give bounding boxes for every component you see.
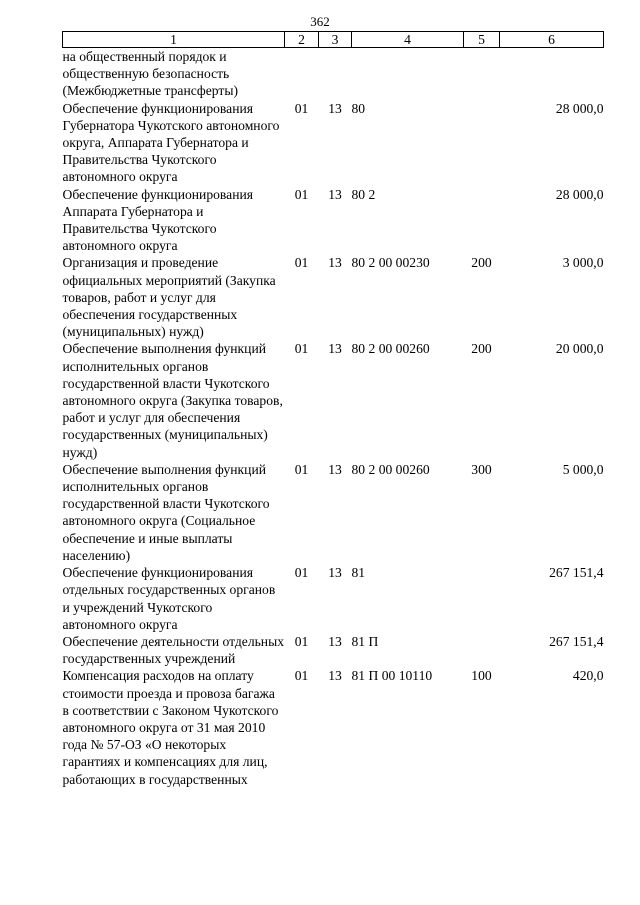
subsection-code-cell: 13 [328,565,342,581]
row-name-cell: Организация и проведение официальных мероприятий (Закупка товаров, работ и услуг для обеспечения государственных (муниципальных) нужд) [62,255,276,340]
target-article-cell: 81 [351,565,366,581]
target-article-cell: 80 2 00 00260 [351,461,430,477]
amount-cell: 5 000,0 [562,461,604,477]
subsection-code-cell: 13 [328,341,342,357]
column-header: 2 [285,32,319,48]
subsection-code-cell: 13 [328,100,342,116]
section-code-cell: 01 [294,255,309,271]
column-header: 3 [319,32,352,48]
section-code-cell: 01 [294,186,309,202]
subsection-code-cell: 13 [328,461,342,477]
table-row [63,633,604,667]
subsection-code-cell: 13 [328,668,342,684]
target-article-cell [352,48,464,100]
amount-cell: 20 000,0 [555,341,604,357]
section-code-cell: 01 [294,100,309,116]
expense-type-cell [464,633,500,667]
section-code-cell: 01 [294,668,309,684]
row-name-cell: Обеспечение функционирования отдельных государственных органов и учреждений Чукотского автономного округа [62,565,276,632]
column-header: 6 [500,32,604,48]
amount-cell: 28 000,0 [555,100,604,116]
page-number: 362 [310,14,330,29]
target-article-cell: 80 2 00 00260 [351,341,430,357]
budget-table [62,31,604,788]
subsection-code-cell: 13 [328,186,342,202]
table-row [63,254,604,340]
expense-type-cell [464,48,500,100]
table-row [63,564,604,633]
column-header: 5 [464,32,500,48]
table-row [63,48,604,100]
target-article-cell: 80 2 00 00230 [351,255,430,271]
subsection-code-cell [319,48,352,100]
table-row [63,100,604,186]
row-name-cell: Обеспечение выполнения функций исполнительных органов государственной власти Чукотского автономного округа (Закупка товаров, работ и услуг для обеспечения государственных (муниципальных) нужд) [62,341,283,460]
section-code-cell: 01 [294,341,309,357]
amount-cell: 267 151,4 [549,633,604,649]
expense-type-cell: 100 [471,668,492,684]
row-name-cell: Компенсация расходов на оплату стоимости проезда и провоза багажа в соответствии с Законом Чукотского автономного округа от 31 мая 2010 года № 57-ОЗ «О некоторых гарантиях и компенсациях для лиц, работающих в государственных [62,668,279,787]
amount-cell [500,48,604,100]
section-code-cell: 01 [294,461,309,477]
section-code-cell: 01 [294,633,309,649]
table-row [63,461,604,564]
expense-type-cell [464,100,500,186]
expense-type-cell: 200 [471,341,492,357]
subsection-code-cell: 13 [328,255,342,271]
column-header: 1 [63,32,285,48]
row-name-cell: Обеспечение деятельности отдельных государственных учреждений [62,633,285,667]
table-row [63,186,604,255]
row-name-cell: Обеспечение функционирования Аппарата Губернатора и Правительства Чукотского автономного округа [62,186,253,254]
row-name-cell: на общественный порядок и общественную безопасность (Межбюджетные трансферты) [62,49,238,99]
row-name-cell: Обеспечение функционирования Губернатора Чукотского автономного округа, Аппарата Губернатора и Правительства Чукотского автономного округа [62,100,280,185]
column-header: 4 [352,32,464,48]
expense-type-cell: 200 [471,255,492,271]
expense-type-cell [464,186,500,255]
section-code-cell: 01 [294,565,309,581]
subsection-code-cell: 13 [328,633,342,649]
target-article-cell: 81 П [351,633,379,649]
table-row [63,340,604,460]
target-article-cell: 81 П 00 10110 [351,668,433,684]
amount-cell: 28 000,0 [555,186,604,202]
section-code-cell [285,48,319,100]
amount-cell: 420,0 [572,668,604,684]
expense-type-cell: 300 [471,461,492,477]
row-name-cell: Обеспечение выполнения функций исполнительных органов государственной власти Чукотского автономного округа (Социальное обеспечение и иные выплаты населению) [62,461,270,563]
target-article-cell: 80 [351,100,366,116]
expense-type-cell [464,564,500,633]
amount-cell: 267 151,4 [549,565,604,581]
table-row [63,667,604,787]
table-header-row [63,32,604,48]
amount-cell: 3 000,0 [562,255,604,271]
target-article-cell: 80 2 [351,186,376,202]
